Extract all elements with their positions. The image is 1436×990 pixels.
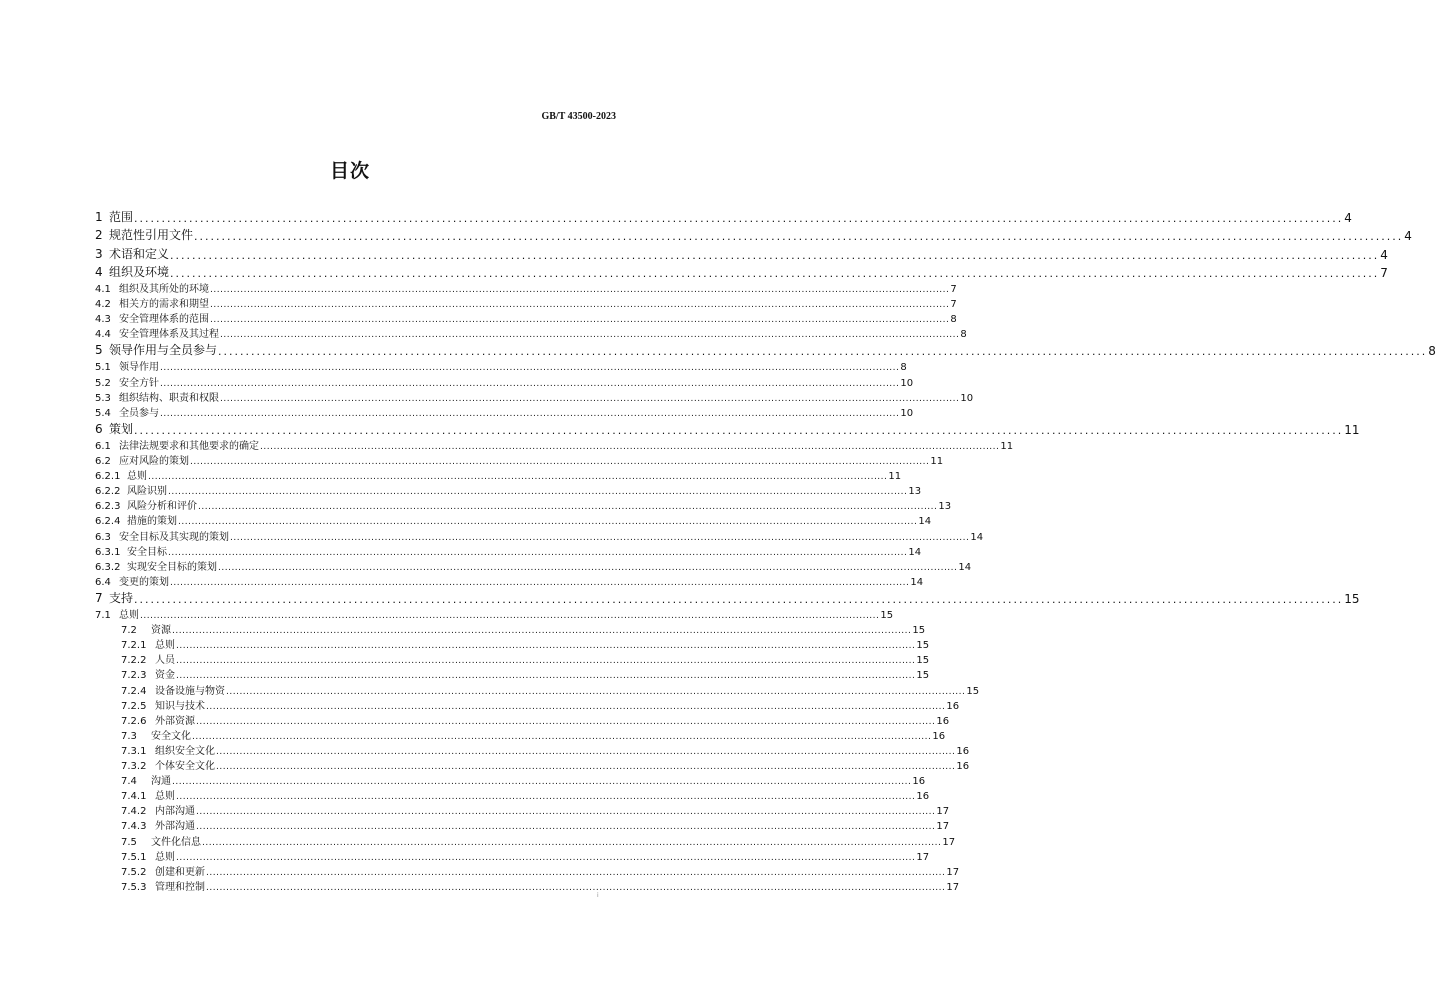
toc-entry[interactable] bbox=[95, 787, 930, 803]
toc-entry-label bbox=[121, 651, 175, 666]
toc-entry-page: 17 bbox=[916, 851, 930, 863]
toc-entry-title: 总则 bbox=[119, 610, 139, 622]
toc-entry-label bbox=[95, 295, 209, 310]
toc-entry-label bbox=[121, 682, 225, 697]
toc-entry[interactable] bbox=[95, 325, 967, 341]
toc-entry-title: 管理和控制 bbox=[155, 881, 205, 893]
toc-entry-page: 7 bbox=[1380, 265, 1388, 280]
toc-entry[interactable] bbox=[95, 606, 894, 622]
toc-entry-label bbox=[121, 772, 171, 787]
toc-entry-label bbox=[121, 878, 205, 893]
toc-leader-dots: ............................................................................................................................................................................................................................ bbox=[218, 562, 958, 573]
toc-entry-number: 7.4 bbox=[121, 776, 137, 788]
toc-entry-title: 创建和更新 bbox=[155, 866, 205, 878]
toc-entry[interactable] bbox=[95, 527, 984, 543]
toc-leader-dots: ............................................................................................................................................................................................................................ bbox=[194, 230, 1404, 244]
toc-entry-title: 总则 bbox=[155, 851, 175, 863]
toc-entry-label bbox=[95, 558, 217, 573]
toc-entry-page: 14 bbox=[970, 531, 984, 543]
toc-leader-dots: ............................................................................................................................................................................................................................ bbox=[202, 837, 942, 848]
toc-entry-number: 7.4.2 bbox=[121, 806, 147, 818]
toc-entry[interactable] bbox=[95, 280, 957, 295]
toc-entry[interactable] bbox=[95, 588, 1360, 606]
toc-entry-number: 6.2.2 bbox=[95, 486, 121, 498]
toc-leader-dots: ............................................................................................................................................................................................................................ bbox=[210, 284, 950, 295]
toc-entry-number: 7.2.1 bbox=[121, 640, 147, 652]
toc-entry-number: 6.3 bbox=[95, 531, 111, 543]
toc-leader-dots: ............................................................................................................................................................................................................................ bbox=[196, 716, 936, 727]
toc-leader-dots: ............................................................................................................................................................................................................................ bbox=[216, 746, 956, 757]
toc-entry-number: 5.2 bbox=[95, 377, 111, 389]
toc-leader-dots: ............................................................................................................................................................................................................................ bbox=[210, 315, 950, 326]
toc-entry-label bbox=[95, 606, 139, 621]
toc-entry-number: 5 bbox=[95, 343, 103, 358]
toc-entry-number: 6.3.1 bbox=[95, 546, 121, 558]
toc-leader-dots: ............................................................................................................................................................................................................................ bbox=[172, 626, 912, 637]
toc-entry-title: 措施的策划 bbox=[127, 516, 177, 528]
toc-entry[interactable] bbox=[95, 295, 957, 310]
toc-entry-page: 14 bbox=[910, 576, 924, 588]
toc-entry-title: 总则 bbox=[155, 791, 175, 803]
toc-entry-page: 11 bbox=[1000, 440, 1014, 452]
toc-entry-page: 4 bbox=[1380, 247, 1388, 262]
toc-entry[interactable] bbox=[95, 681, 980, 697]
toc-entry[interactable] bbox=[95, 558, 972, 573]
toc-entry-title: 领导作用 bbox=[119, 362, 159, 374]
toc-entry-number: 7.3.2 bbox=[121, 761, 147, 773]
toc-entry-label bbox=[121, 666, 175, 681]
toc-entry-title: 规范性引用文件 bbox=[109, 228, 194, 243]
toc-entry[interactable] bbox=[95, 621, 926, 637]
toc-entry-label bbox=[95, 589, 133, 606]
toc-entry-page: 16 bbox=[932, 730, 946, 742]
toc-leader-dots: ............................................................................................................................................................................................................................ bbox=[178, 517, 918, 528]
toc-entry-label bbox=[121, 636, 175, 651]
toc-entry-number: 4.1 bbox=[95, 283, 111, 295]
toc-entry-label bbox=[95, 226, 193, 243]
toc-entry-number: 7.4.3 bbox=[121, 821, 147, 833]
toc-entry-page: 7 bbox=[950, 283, 957, 295]
toc-entry-number: 7.5.1 bbox=[121, 851, 147, 863]
toc-entry-page: 10 bbox=[960, 392, 974, 404]
toc-leader-dots: ............................................................................................................................................................................................................................ bbox=[176, 792, 916, 803]
toc-entry-page: 13 bbox=[908, 486, 922, 498]
toc-entry-number: 6.1 bbox=[95, 440, 111, 452]
toc-entry[interactable] bbox=[95, 340, 1436, 359]
toc-entry-label bbox=[95, 358, 159, 373]
toc-entry-number: 4.2 bbox=[95, 298, 111, 310]
toc-leader-dots: ............................................................................................................................................................................................................................ bbox=[172, 777, 912, 788]
toc-entry-label bbox=[95, 437, 259, 452]
toc-entry-label bbox=[121, 802, 195, 817]
toc-entry-label bbox=[121, 727, 191, 742]
toc-entry-page: 15 bbox=[916, 640, 930, 652]
toc-leader-dots: ............................................................................................................................................................................................................................ bbox=[218, 345, 1428, 359]
toc-leader-dots: ............................................................................................................................................................................................................................ bbox=[170, 577, 910, 588]
toc-entry[interactable] bbox=[95, 757, 970, 773]
toc-entry-number: 7.2.5 bbox=[121, 700, 147, 712]
toc-leader-dots: ............................................................................................................................................................................................................................ bbox=[170, 248, 1380, 262]
toc-entry-number: 6.4 bbox=[95, 576, 111, 588]
toc-entry-label bbox=[95, 374, 159, 389]
toc-entry-number: 3 bbox=[95, 246, 103, 261]
toc-entry[interactable] bbox=[95, 817, 950, 833]
toc-entry[interactable] bbox=[95, 452, 944, 468]
toc-entry-page: 10 bbox=[900, 377, 914, 389]
toc-entry-page: 17 bbox=[946, 881, 960, 893]
toc-entry[interactable] bbox=[95, 482, 922, 498]
toc-entry-page: 16 bbox=[936, 715, 950, 727]
toc-entry-title: 内部沟通 bbox=[155, 806, 195, 818]
toc-leader-dots: ............................................................................................................................................................................................................................ bbox=[190, 457, 930, 468]
toc-entry-label bbox=[95, 573, 169, 588]
toc-leader-dots: ............................................................................................................................................................................................................................ bbox=[176, 852, 916, 863]
toc-leader-dots: ............................................................................................................................................................................................................................ bbox=[176, 671, 916, 682]
toc-entry[interactable] bbox=[95, 310, 957, 326]
toc-entry-title: 安全管理体系的范围 bbox=[119, 314, 209, 326]
toc-entry-number: 5.1 bbox=[95, 362, 111, 374]
toc-entry[interactable] bbox=[95, 467, 902, 483]
page-mark: i bbox=[597, 892, 599, 899]
toc-entry-page: 16 bbox=[912, 776, 926, 788]
toc-entry-title: 总则 bbox=[155, 640, 175, 652]
toc-entry-number: 7.2.3 bbox=[121, 670, 147, 682]
toc-entry-title: 人员 bbox=[155, 655, 175, 667]
toc-entry-title: 范围 bbox=[109, 210, 134, 225]
toc-entry[interactable] bbox=[95, 848, 930, 863]
toc-entry-label bbox=[95, 325, 219, 340]
toc-entry-label bbox=[95, 263, 169, 280]
toc-entry-page: 8 bbox=[960, 329, 967, 341]
toc-entry-number: 7.2.4 bbox=[121, 685, 147, 697]
toc-entry-title: 组织安全文化 bbox=[155, 745, 215, 757]
toc-entry-title: 安全方针 bbox=[119, 377, 159, 389]
toc-entry-title: 外部沟通 bbox=[155, 821, 195, 833]
toc-leader-dots: ............................................................................................................................................................................................................................ bbox=[176, 656, 916, 667]
toc-leader-dots: ............................................................................................................................................................................................................................ bbox=[198, 502, 938, 513]
toc-entry-title: 设备设施与物资 bbox=[155, 685, 225, 697]
toc-entry-label bbox=[121, 817, 195, 832]
toc-entry-page: 17 bbox=[936, 806, 950, 818]
toc-entry-number: 6.2.3 bbox=[95, 501, 121, 513]
toc-leader-dots: ............................................................................................................................................................................................................................ bbox=[134, 593, 1344, 606]
toc-entry[interactable] bbox=[95, 404, 914, 419]
toc-entry-page: 4 bbox=[1404, 229, 1412, 244]
toc-entry-number: 2 bbox=[95, 228, 103, 243]
toc-entry-number: 5.3 bbox=[95, 392, 111, 404]
toc-entry-number: 7.2 bbox=[121, 625, 137, 637]
toc-leader-dots: ............................................................................................................................................................................................................................ bbox=[206, 867, 946, 878]
toc-entry-label bbox=[95, 389, 219, 404]
toc-entry-page: 15 bbox=[916, 670, 930, 682]
toc-entry-page: 17 bbox=[946, 866, 960, 878]
toc-entry-title: 安全目标 bbox=[127, 546, 167, 558]
toc-entry-label bbox=[95, 482, 167, 497]
toc-entry-page: 17 bbox=[936, 821, 950, 833]
toc-leader-dots: ............................................................................................................................................................................................................................ bbox=[168, 547, 908, 558]
toc-entry-page: 15 bbox=[880, 610, 894, 622]
toc-entry-number: 6.2 bbox=[95, 456, 111, 468]
toc-entry[interactable] bbox=[95, 573, 924, 588]
toc-entry[interactable] bbox=[95, 225, 1412, 244]
toc-entry[interactable] bbox=[95, 636, 930, 652]
toc-leader-dots: ............................................................................................................................................................................................................................ bbox=[226, 686, 966, 697]
toc-leader-dots: ............................................................................................................................................................................................................................ bbox=[176, 641, 916, 652]
toc-entry[interactable] bbox=[95, 243, 1388, 262]
toc-entry-number: 7.2.2 bbox=[121, 655, 147, 667]
toc-entry[interactable] bbox=[95, 389, 974, 404]
toc-entry[interactable] bbox=[95, 742, 970, 757]
toc-entry-number: 4.3 bbox=[95, 314, 111, 326]
toc-entry-number: 7.5.2 bbox=[121, 866, 147, 878]
toc-entry-label bbox=[95, 420, 133, 437]
toc-entry-number: 6.2.1 bbox=[95, 471, 121, 483]
toc-entry[interactable] bbox=[95, 772, 926, 788]
toc-entry-page: 15 bbox=[966, 685, 980, 697]
toc-entry-title: 领导作用与全员参与 bbox=[109, 343, 218, 358]
toc-entry-page: 7 bbox=[950, 298, 957, 310]
toc-entry-number: 6.3.2 bbox=[95, 561, 121, 573]
toc-entry-number: 7.1 bbox=[95, 610, 111, 622]
toc-leader-dots: ............................................................................................................................................................................................................................ bbox=[160, 408, 900, 419]
toc-entry-number: 4 bbox=[95, 264, 103, 279]
toc-entry-number: 7.3.1 bbox=[121, 745, 147, 757]
toc-entry-title: 资金 bbox=[155, 670, 175, 682]
toc-entry-page: 16 bbox=[916, 791, 930, 803]
toc-entry[interactable] bbox=[95, 437, 1014, 452]
toc-entry-title: 资源 bbox=[151, 625, 171, 637]
toc-entry-title: 应对风险的策划 bbox=[119, 456, 189, 468]
toc-entry-label bbox=[121, 742, 215, 757]
toc-leader-dots: ............................................................................................................................................................................................................................ bbox=[140, 611, 880, 622]
toc-entry-page: 15 bbox=[916, 655, 930, 667]
toc-entry[interactable] bbox=[95, 712, 950, 727]
toc-entry[interactable] bbox=[95, 697, 960, 712]
toc-entry-label bbox=[121, 697, 205, 712]
toc-entry-title: 安全管理体系及其过程 bbox=[119, 329, 219, 341]
toc-entry-number: 7.5 bbox=[121, 836, 137, 848]
toc-entry-page: 16 bbox=[946, 700, 960, 712]
toc-entry-page: 16 bbox=[956, 761, 970, 773]
toc-entry-title: 组织及环境 bbox=[109, 264, 170, 279]
toc-entry-label bbox=[95, 452, 189, 467]
toc-leader-dots: ............................................................................................................................................................................................................................ bbox=[160, 378, 900, 389]
toc-entry-page: 16 bbox=[956, 745, 970, 757]
toc-entry-page: 8 bbox=[950, 314, 957, 326]
toc-entry-title: 实现安全目标的策划 bbox=[127, 561, 217, 573]
toc-entry-label bbox=[121, 833, 201, 848]
toc-entry-page: 14 bbox=[918, 516, 932, 528]
toc-entry-title: 支持 bbox=[109, 591, 134, 605]
toc-entry-label bbox=[95, 404, 159, 419]
toc-entry-page: 15 bbox=[912, 625, 926, 637]
table-of-contents bbox=[95, 207, 1436, 893]
toc-entry-title: 安全目标及其实现的策划 bbox=[119, 531, 229, 543]
toc-leader-dots: ............................................................................................................................................................................................................................ bbox=[170, 266, 1380, 280]
toc-entry[interactable] bbox=[95, 727, 946, 742]
toc-entry-label bbox=[95, 208, 133, 225]
toc-entry-page: 11 bbox=[888, 471, 902, 483]
toc-entry-label bbox=[95, 310, 209, 325]
toc-entry-title: 安全文化 bbox=[151, 730, 191, 742]
toc-entry[interactable] bbox=[95, 358, 907, 374]
toc-entry[interactable] bbox=[95, 651, 930, 667]
toc-leader-dots: ............................................................................................................................................................................................................................ bbox=[134, 212, 1344, 226]
toc-entry-number: 7.2.6 bbox=[121, 715, 147, 727]
toc-entry-label bbox=[121, 757, 215, 772]
toc-leader-dots: ............................................................................................................................................................................................................................ bbox=[220, 393, 960, 404]
toc-entry-title: 策划 bbox=[109, 421, 134, 436]
toc-entry-title: 知识与技术 bbox=[155, 700, 205, 712]
toc-entry-label bbox=[121, 863, 205, 878]
toc-entry-label bbox=[95, 543, 167, 558]
toc-entry-title: 法律法规要求和其他要求的确定 bbox=[119, 440, 259, 452]
toc-entry[interactable] bbox=[95, 878, 960, 893]
toc-entry[interactable] bbox=[95, 497, 952, 513]
toc-entry-label bbox=[95, 467, 147, 482]
toc-entry-page: 4 bbox=[1344, 211, 1352, 226]
toc-entry-page: 11 bbox=[1344, 422, 1360, 437]
toc-entry-page: 11 bbox=[930, 456, 944, 468]
toc-entry[interactable] bbox=[95, 832, 956, 848]
toc-entry-number: 6.2.4 bbox=[95, 516, 121, 528]
toc-entry[interactable] bbox=[95, 543, 922, 558]
toc-entry-title: 风险分析和评价 bbox=[127, 501, 197, 513]
toc-entry-label bbox=[95, 528, 229, 543]
toc-entry-label bbox=[121, 787, 175, 802]
toc-entry-title: 沟通 bbox=[151, 776, 171, 788]
toc-leader-dots: ............................................................................................................................................................................................................................ bbox=[160, 363, 900, 374]
toc-leader-dots: ............................................................................................................................................................................................................................ bbox=[196, 822, 936, 833]
toc-entry[interactable] bbox=[95, 419, 1360, 437]
toc-leader-dots: ............................................................................................................................................................................................................................ bbox=[220, 330, 960, 341]
toc-entry-number: 5.4 bbox=[95, 407, 111, 419]
toc-leader-dots: ............................................................................................................................................................................................................................ bbox=[230, 532, 970, 543]
toc-entry-title: 个体安全文化 bbox=[155, 761, 215, 773]
toc-leader-dots: ............................................................................................................................................................................................................................ bbox=[260, 441, 1000, 452]
toc-entry[interactable] bbox=[95, 262, 1388, 280]
toc-entry-page: 17 bbox=[942, 836, 956, 848]
toc-leader-dots: ............................................................................................................................................................................................................................ bbox=[168, 487, 908, 498]
toc-entry-title: 文件化信息 bbox=[151, 836, 201, 848]
toc-entry-number: 7.4.1 bbox=[121, 791, 147, 803]
toc-leader-dots: ............................................................................................................................................................................................................................ bbox=[196, 807, 936, 818]
page-title: 目次 bbox=[329, 160, 370, 182]
toc-entry-label bbox=[121, 712, 195, 727]
toc-entry-title: 组织结构、职责和权限 bbox=[119, 392, 219, 404]
toc-entry[interactable] bbox=[95, 207, 1352, 226]
toc-entry-label bbox=[95, 341, 217, 358]
toc-entry-page: 8 bbox=[900, 362, 907, 374]
toc-entry[interactable] bbox=[95, 512, 932, 528]
toc-entry-number: 1 bbox=[95, 210, 103, 225]
toc-entry-label bbox=[95, 280, 209, 295]
toc-entry-page: 14 bbox=[908, 546, 922, 558]
toc-entry-number: 7.5.3 bbox=[121, 881, 147, 893]
toc-entry[interactable] bbox=[95, 373, 914, 389]
toc-entry-label bbox=[121, 848, 175, 863]
toc-entry-number: 6 bbox=[95, 421, 103, 436]
toc-leader-dots: ............................................................................................................................................................................................................................ bbox=[192, 731, 932, 742]
toc-entry-label bbox=[95, 512, 177, 527]
toc-entry-label bbox=[95, 245, 169, 262]
toc-entry-title: 全员参与 bbox=[119, 407, 159, 419]
toc-entry-page: 10 bbox=[900, 407, 914, 419]
toc-leader-dots: ............................................................................................................................................................................................................................ bbox=[134, 423, 1344, 437]
toc-entry-label bbox=[95, 497, 197, 512]
toc-entry-number: 7.3 bbox=[121, 730, 137, 742]
toc-entry[interactable] bbox=[95, 802, 950, 818]
toc-entry[interactable] bbox=[95, 666, 930, 682]
toc-leader-dots: ............................................................................................................................................................................................................................ bbox=[210, 299, 950, 310]
toc-entry-title: 变更的策划 bbox=[119, 576, 169, 588]
toc-leader-dots: ............................................................................................................................................................................................................................ bbox=[148, 472, 888, 483]
toc-entry-title: 组织及其所处的环境 bbox=[119, 283, 209, 295]
toc-entry-number: 4.4 bbox=[95, 329, 111, 341]
toc-entry-page: 15 bbox=[1344, 592, 1360, 606]
toc-leader-dots: ............................................................................................................................................................................................................................ bbox=[206, 882, 946, 893]
toc-entry-page: 13 bbox=[938, 501, 952, 513]
toc-entry-page: 14 bbox=[958, 561, 972, 573]
toc-entry-number: 7 bbox=[95, 591, 103, 605]
toc-entry-title: 相关方的需求和期望 bbox=[119, 298, 209, 310]
toc-entry-title: 术语和定义 bbox=[109, 246, 170, 261]
toc-leader-dots: ............................................................................................................................................................................................................................ bbox=[206, 701, 946, 712]
toc-entry[interactable] bbox=[95, 863, 960, 878]
toc-entry-label bbox=[121, 621, 171, 636]
toc-entry-title: 风险识别 bbox=[127, 486, 167, 498]
toc-leader-dots: ............................................................................................................................................................................................................................ bbox=[216, 762, 956, 773]
toc-entry-page: 8 bbox=[1428, 344, 1436, 359]
toc-entry-title: 总则 bbox=[127, 471, 147, 483]
toc-entry-title: 外部资源 bbox=[155, 715, 195, 727]
standard-number: GB/T 43500-2023 bbox=[541, 111, 616, 122]
